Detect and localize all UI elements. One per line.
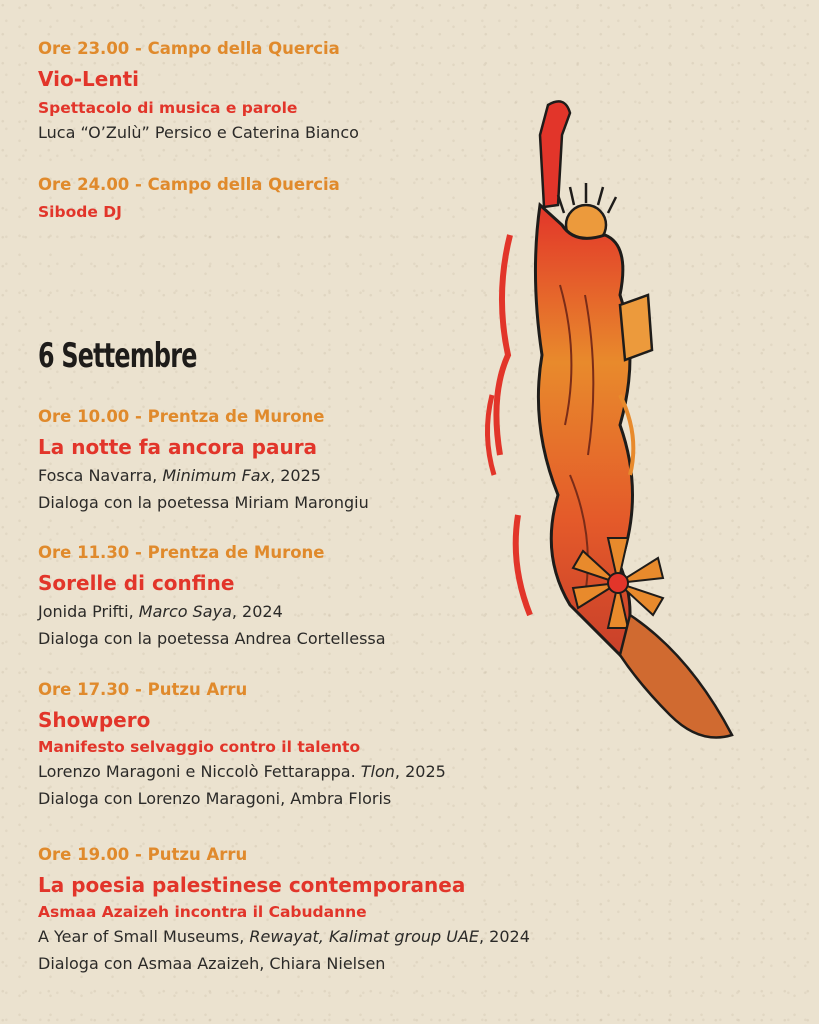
book-year: , 2024 — [479, 927, 530, 946]
event-subtitle: Asmaa Azaizeh incontra il Cabudanne — [38, 903, 367, 921]
book-author: Lorenzo Maragoni e Niccolò Fettarappa. — [38, 762, 361, 781]
event-dialogue: Dialoga con Asmaa Azaizeh, Chiara Nielsen — [38, 954, 386, 973]
event-time: Ore 19.00 - Putzu Arru — [38, 845, 248, 864]
book-line — [38, 598, 386, 625]
event-title: La poesia palestinese contemporanea — [38, 873, 466, 897]
event-subtitle: Spettacolo di musica e parole — [38, 99, 298, 117]
event-time: Ore 10.00 - Prentza de Murone — [38, 407, 325, 426]
event-subtitle: Sibode DJ — [38, 203, 122, 221]
event-title: Vio-Lenti — [38, 67, 139, 91]
event-time: Ore 17.30 - Putzu Arru — [38, 680, 248, 699]
event-detail: Luca “O’Zulù” Persico e Caterina Bianco — [38, 123, 359, 142]
event-time: Ore 11.30 - Prentza de Murone — [38, 543, 325, 562]
event-block — [38, 407, 369, 516]
event-block — [38, 543, 386, 652]
book-year: , 2024 — [231, 602, 283, 621]
book-publisher: Minimum Fax — [162, 466, 271, 485]
book-line — [38, 758, 446, 785]
book-line — [38, 462, 369, 489]
event-title: Sorelle di confine — [38, 571, 235, 595]
event-subtitle: Manifesto selvaggio contro il talento — [38, 738, 361, 756]
event-block — [38, 39, 359, 146]
event-title: La notte fa ancora paura — [38, 435, 318, 459]
event-time: Ore 23.00 - Campo della Quercia — [38, 39, 340, 58]
book-author: Jonida Prifti, — [38, 602, 139, 621]
book-author: Fosca Navarra, — [38, 466, 163, 485]
book-author: A Year of Small Museums, — [38, 927, 250, 946]
event-dialogue: Dialoga con la poetessa Andrea Cortellessa — [38, 629, 386, 648]
statue-illustration — [470, 95, 760, 755]
event-block — [38, 845, 530, 977]
book-line — [38, 923, 530, 950]
book-year: , 2025 — [270, 466, 321, 485]
day-heading: 6 Settembre — [38, 336, 197, 376]
event-block — [38, 175, 340, 223]
book-publisher: Tlon — [360, 762, 395, 781]
book-publisher: Rewayat, Kalimat group UAE — [249, 927, 479, 946]
book-year: , 2025 — [394, 762, 446, 781]
event-dialogue: Dialoga con Lorenzo Maragoni, Ambra Floris — [38, 789, 392, 808]
event-dialogue: Dialoga con la poetessa Miriam Marongiu — [38, 493, 369, 512]
event-time: Ore 24.00 - Campo della Quercia — [38, 175, 340, 194]
event-title: Showpero — [38, 708, 151, 732]
event-block — [38, 680, 446, 812]
book-publisher: Marco Saya — [138, 602, 232, 621]
